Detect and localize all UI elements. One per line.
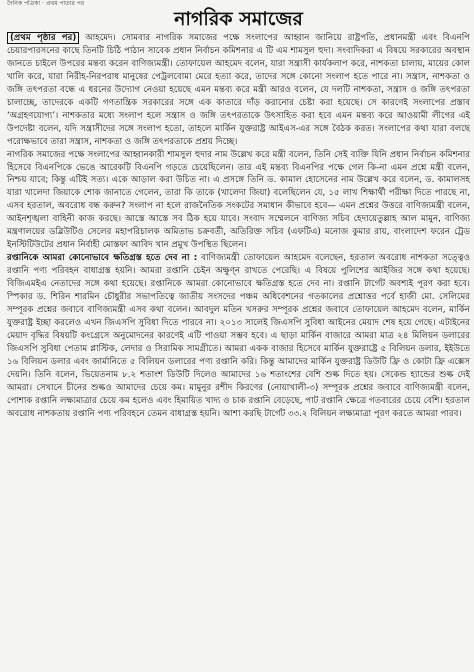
headline: নাগরিক সমাজের xyxy=(174,8,303,30)
article-paragraph-1 xyxy=(7,32,470,149)
paragraph-2-text: নাগরিক সমাজের পক্ষে সংলাপের আহ্বানকারী শামসুল হুদার নাম উল্লেখ করে মন্ত্রী বলেন, তিনি সেই ব্যক্তি যিনি প্রধান নির্বাচন কমিশনার হিসেবে বিএনপিকে ভেঙে আরেকটি বিএনপি গড়তে চেয়েছিলেন। তার এই মন্তব্য বিএনপির পক্ষে গেল কি-না এমন প্রশ্নে মন্ত্রী বলেন, নিশ্চয় যাবে; কিন্তু এটিই সত্য। একে আড়াল করা উচিত না। এ প্রসঙ্গে তিনি ড. কামাল হোসেনের নাম উল্লেখ করে বলেন, ড. কামালসহ যারা খালেদা জিয়াকে শোক জানাতে গেলেন, তারা কি তাকে (খালেদা জিয়া) বলেছিলেন যে, ১৫ লাখ শিক্ষার্থী পরীক্ষা দিতে পারছে না, এসব হরতাল, অবরোধ বন্ধ করুন? সংলাপ না হলে রাজনৈতিক সংকটের সমাধান কীভাবে হবে— এমন প্রশ্নের উত্তরে বাণিজ্যমন্ত্রী বলেন, আইনশৃঙ্খলা বাহিনী কাজ করছে। আস্তে আস্তে সব ঠিক হয়ে যাবে। সংবাদ সম্মেলনে বাণিজ্য সচিব হেদায়েতুল্লাহ আল মামুন, বাণিজ্য মন্ত্রণালয়ের ডব্লিউটিও সেলের মহাপরিচালক অমিতাভ চক্রবর্তী, অতিরিক্ত সচিব (এফটিএ) মনোজ কুমার রায়, বাংলাদেশ ফরেন ট্রেড ইনস্টিটিউটের প্রধান নির্বাহী মোস্তফা আবিদ খান প্রমুখ উপস্থিত ছিলেন। xyxy=(7,149,470,251)
paragraph-1-text: আহমেদ। সোমবার নাগরিক সমাজের পক্ষে সংলাপের আহ্বান জানিয়ে রাষ্ট্রপতি, প্রধানমন্ত্রী এবং বিএনপি চেয়ারপারসনের কাছে তিনটি চিঠি পাঠান সাবেক প্রধান নির্বাচন কমিশনার এ টি এম শামসুল হুদা। সংবাদিকরা এ বিষয়ে সরকারের অবস্থান জানতে চাইলে উপরের মন্তব্য করেন বাণিজ্যমন্ত্রী। তোফায়েল আহমেদ বলেন, যারা সন্ত্রাসী কার্যকলাপ করে, নাশকতা চালায়, মায়ের কোল খালি করে, যারা নিরীহ-নিরপরাধ মানুষের পেট্রলবোমা মেরে হত্যা করে, তাদের সঙ্গে কোনো সংলাপ হতে পারে না। সন্ত্রাস, নাশকতা ও জঙ্গি তৎপরতা বন্ধে এ ধরনের উদ্যোগ নেওয়া হয়েছে এমন মন্তব্য করে মন্ত্রী আরও বলেন, যে দলটি নাশকতা, সন্ত্রাস ও জঙ্গি তৎপরতা চালাচ্ছে, তাদেরকে একটি গণতান্ত্রিক সরকারের সঙ্গে এক কাতারে দাঁড় করানোর চেষ্টা করা হয়েছে। সে কারণেই সংলাপের প্রস্তাব ‘অগ্রহণযোগ্য’। নাশকতার মধ্যে সংলাপ হলে সন্ত্রাস ও জঙ্গি তৎপরতাকে উৎসাহিত করা হবে এমন মন্তব্য করে আওয়ামী লীগের এই উপদেষ্টা বলেন, যদি সন্ত্রাসীদের সঙ্গে সংলাপ হতো, তাহলে মার্কিন যুক্তরাষ্ট্র আইএস-এর সঙ্গে বৈঠক করত। সংলাপের কথা যারা বলছে পরোক্ষভাবে তারা সন্ত্রাস, নাশকতা ও জঙ্গি তৎপরতাকে প্রশ্রয় দিচ্ছে। xyxy=(7,33,470,147)
subhead: রপ্তানিকে আমরা কোনোভাবে ক্ষতিগ্রস্ত হতে দেব না : xyxy=(7,253,198,264)
continued-label: (প্রথম পৃষ্ঠার পর) xyxy=(7,32,79,44)
top-strip: দৈনিক পত্রিকা · প্রথম পাতার পর xyxy=(7,0,85,7)
article-paragraph-3 xyxy=(7,252,470,420)
paragraph-3-text: বাণিজ্যমন্ত্রী তোফায়েল আহমেদ বলেছেন, হরতাল অবরোধ নাশকতা সত্ত্বেও রপ্তানি পণ্য পরিবহন বাধাগ্রস্ত হয়নি। আমরা রপ্তানি চেইন অক্ষুণ্ন রাখতে পেরেছি। এ বিষয়ে পুলিশের আইজির সঙ্গে কথা হয়েছে। বিজিএমইএ নেতাদের সঙ্গে কথা হয়েছে। রপ্তানিকে আমরা কোনোভাবে ক্ষতিগ্রস্ত হতে দেব না। রপ্তানি টার্গেট অবশ্যই পূরণ করা হবে। স্পিকার ড. শিরিন শারমিন চৌধুরীর সভাপতিত্বে জাতীয় সংসদের পঞ্চম অধিবেশনের গতকালের প্রশ্নোত্তর পর্বে হাজী মো. সেলিমের সম্পূরক প্রশ্নের জবাবে বাণিজ্যমন্ত্রী এসব কথা বলেন। আবদুল মতিন খসরুর সম্পূরক প্রশ্নের জবাবে তোফায়েল আহমেদ বলেন, মার্কিন যুক্তরাষ্ট্র ইচ্ছা করলেও এখন জিএসপি সুবিধা দিতে পারবে না। ২০১৩ সালেই জিএসপি সুবিধা আইনের মেয়াদ শেষ হয়ে গেছে। এটাইনের মেয়াদ বৃদ্ধির বিষয়টি কংগ্রেসে অনুমোদনের কারণেই এটি পাওয়া সম্ভব হবে। এ ছাড়া মার্কিন বাজারে আমরা মাত্র ২৪ মিলিয়ন ডলারের জিএসপি সুবিধা পেতাম প্লাস্টিক, লেদার ও সিরামিক সামগ্রীতে। আমরা একক বাজার হিসেবে মার্কিন যুক্তরাষ্ট্রে ৫ বিলিয়ন ডলার, ইইউতে ১৬ বিলিয়ন ডলার এবং জার্মানিতে ৫ বিলিয়ন ডলারের পণ্য রপ্তানি করি। কিন্তু আমাদের মার্কিন যুক্তরাষ্ট্র ডিউটি ফ্রি ও কোটা ফ্রি এক্সেস দেয়নি। তিনি বলেন, ভিয়েতনাম ৮.২ শতাংশ ডিউটি দিলেও আমাদের ১৬ শতাংশের বেশি শুল্ক দিতে হয়। সেকেন্ড হ্যান্ডের শুল্ক দেই আমরা। সেখানে চীনের শুল্কও আমাদের চেয়ে কম। মামুনুর রশীদ কিরণের (নোয়াখালী-৩) সম্পূরক প্রশ্নের জবাবে বাণিজ্যমন্ত্রী বলেন, পোশাক রপ্তানি লক্ষ্যমাত্রার চেয়ে কম হলেও এবং হিমায়িত খাদ্য ও চাক রপ্তানি বেড়েছে, পাট রপ্তানি ক্ষেত্রে গতবারের চেয়ে বেশি। হরতাল অবরোধ নাশকতায় রপ্তানি পণ্য পরিবহনে তেমন বাধাগ্রস্ত হয়নি। আশা করছি টার্গেট ৩৩.২ বিলিয়ন লক্ষ্যমাত্রা পূরণ করতে আমরা পারব। xyxy=(7,253,471,419)
article-paragraph-2 xyxy=(7,149,470,253)
